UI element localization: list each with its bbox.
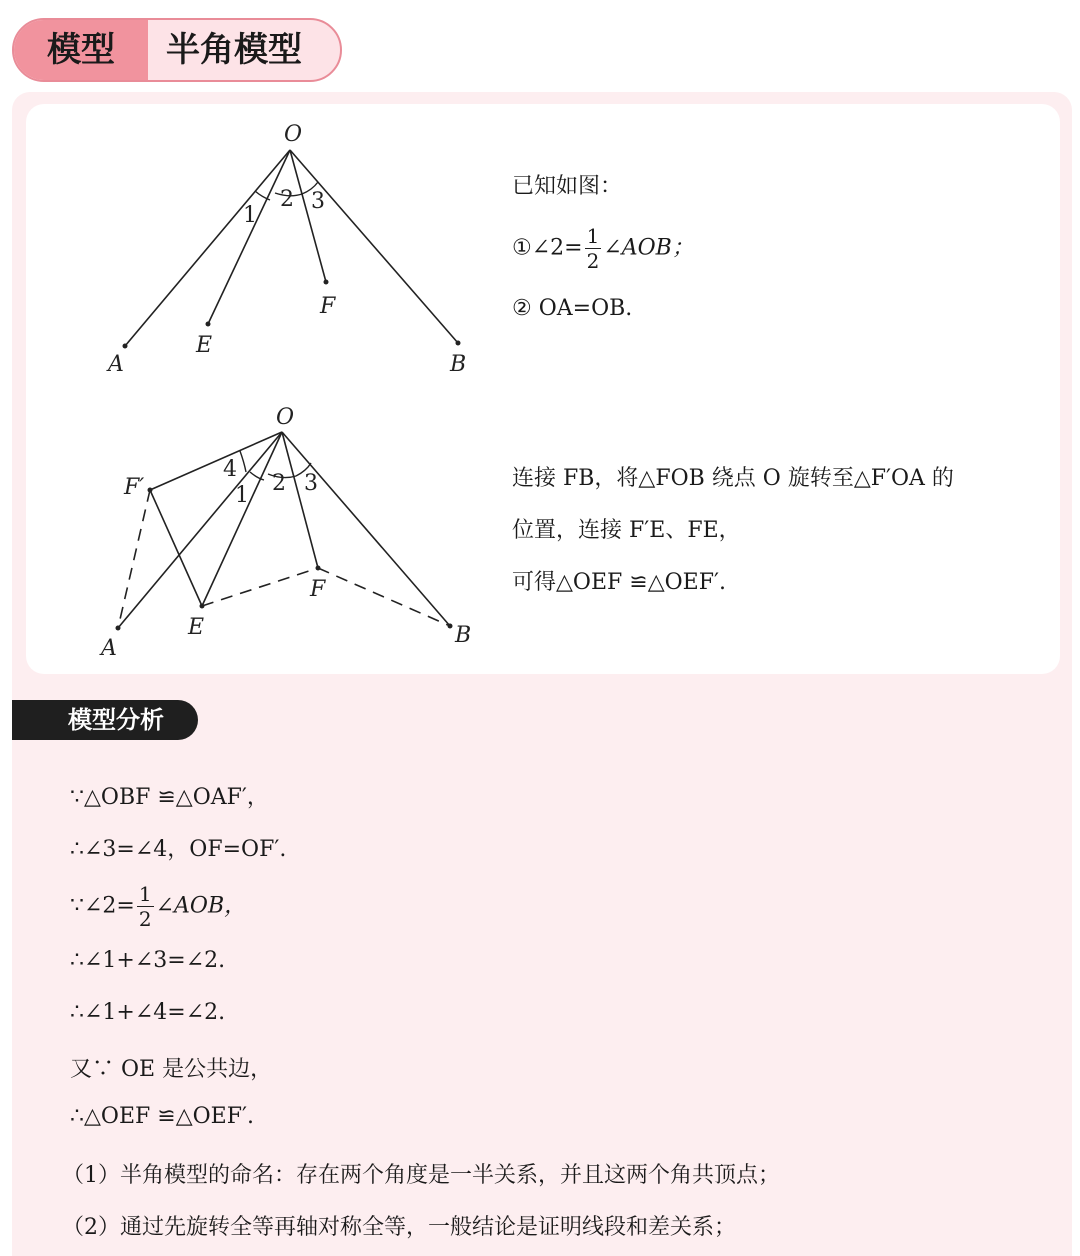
label-B: B: [450, 352, 467, 377]
label-F2: F: [310, 577, 326, 602]
note-2: （2）通过先旋转全等再轴对称全等，一般结论是证明线段和差关系；: [62, 1215, 736, 1240]
angle-arc-4: [240, 451, 246, 472]
angle-label-2b: 2: [272, 471, 286, 496]
label-E2: E: [188, 615, 205, 640]
proof-line-1: ∵△OBF ≌△OAF′，: [70, 785, 269, 810]
given-item-1-suffix: ∠AOB；: [603, 235, 694, 261]
construction-line-1: 连接 FB，将△FOB 绕点 O 旋转至△F′OA 的: [512, 466, 954, 491]
fraction-denominator: 2: [138, 907, 152, 931]
label-Fp: F′: [124, 475, 145, 500]
point-F2: [316, 566, 321, 571]
label-A2: A: [101, 636, 117, 661]
given-item-2: ② OA=OB.: [512, 296, 633, 321]
label-A: A: [108, 352, 124, 377]
angle-label-4: 4: [223, 457, 237, 482]
construction-line-2: 位置，连接 F′E、FE，: [512, 518, 741, 543]
point-B2: [448, 624, 453, 629]
proof-line-6: 又∵ OE 是公共边，: [70, 1057, 273, 1082]
proof-line-3-prefix: ∵∠2=: [70, 893, 135, 919]
given-item-1-prefix: ①∠2=: [512, 235, 583, 261]
segment-FB-dashed: [318, 568, 450, 626]
label-B2: B: [455, 623, 472, 648]
label-F: F: [320, 294, 336, 319]
label-O2: O: [276, 405, 295, 430]
fraction-numerator: 1: [138, 882, 152, 906]
fraction-half: [137, 884, 154, 929]
segment-FpA-dashed: [118, 490, 150, 628]
angle-label-2: 2: [280, 187, 294, 212]
angle-label-3: 3: [311, 189, 325, 214]
angle-label-3b: 3: [304, 471, 318, 496]
fraction-numerator: 1: [586, 224, 600, 248]
point-Fp: [148, 488, 153, 493]
proof-line-4: ∴∠1+∠3=∠2.: [70, 948, 226, 973]
label-O: O: [284, 122, 303, 147]
point-A2: [116, 626, 121, 631]
note-1: （1）半角模型的命名：存在两个角度是一半关系，并且这两个角共顶点；: [62, 1163, 780, 1188]
construction-line-3: 可得△OEF ≌△OEF′.: [512, 570, 726, 595]
segment-OA2: [118, 432, 282, 628]
proof-line-3: [70, 884, 246, 929]
analysis-section-label: 模型分析: [12, 700, 198, 740]
point-E2: [200, 604, 205, 609]
proof-line-2: ∴∠3=∠4，OF=OF′.: [70, 837, 287, 862]
segment-EF-dashed: [202, 568, 318, 606]
segment-OFp: [150, 432, 282, 490]
given-title: 已知如图：: [512, 174, 623, 199]
fraction-half: [585, 226, 602, 271]
given-item-1: [512, 226, 694, 271]
proof-line-3-suffix: ∠AOB，: [155, 893, 247, 919]
angle-label-1: 1: [243, 203, 257, 228]
figure-2: [0, 0, 520, 680]
fraction-denominator: 2: [586, 249, 600, 273]
proof-line-7: ∴△OEF ≌△OEF′.: [70, 1104, 254, 1129]
model-tag: 模型: [14, 20, 148, 80]
model-title: 半角模型: [166, 30, 302, 70]
segment-FpE: [150, 490, 202, 606]
angle-label-1b: 1: [235, 483, 249, 508]
proof-line-5: ∴∠1+∠4=∠2.: [70, 1000, 226, 1025]
label-E: E: [196, 333, 213, 358]
